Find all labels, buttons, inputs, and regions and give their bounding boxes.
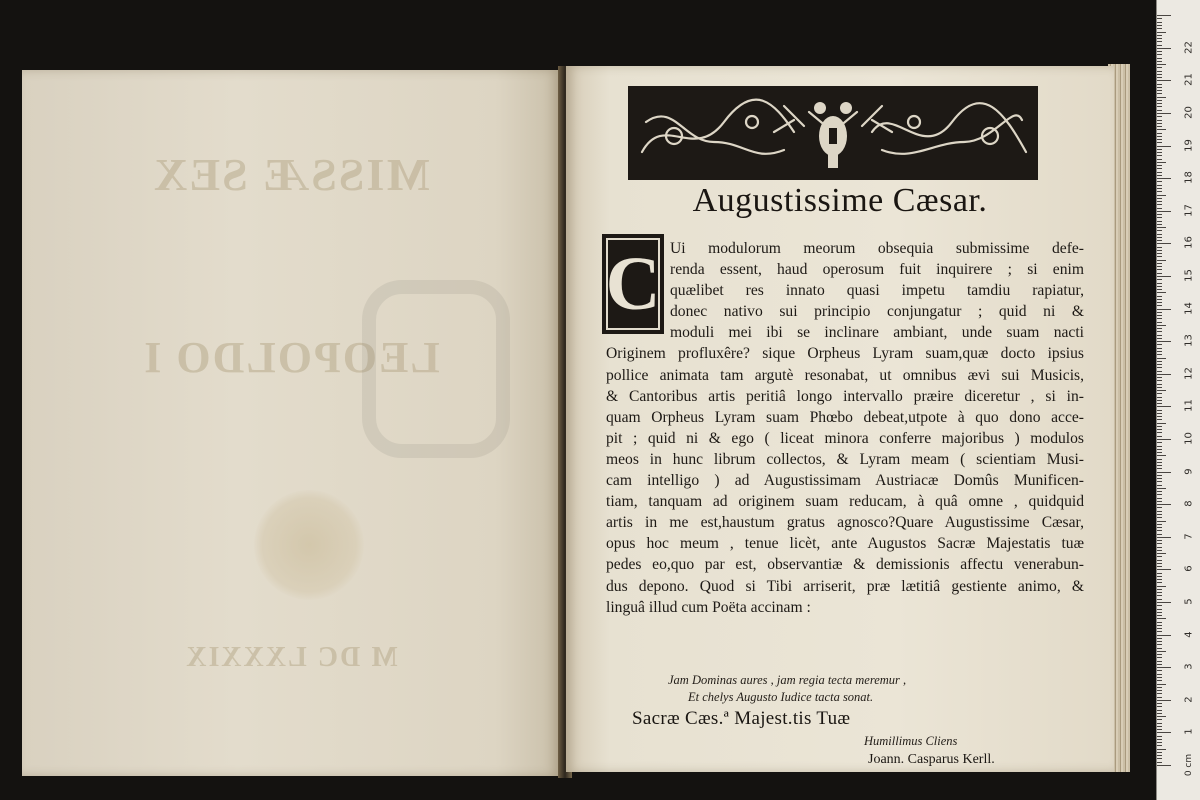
ruler-tick: [1157, 547, 1162, 548]
ruler-tick: [1157, 348, 1162, 349]
ruler-tick: [1157, 625, 1162, 626]
ruler-tick: [1157, 67, 1162, 68]
ruler-tick: [1157, 586, 1166, 587]
ruler-tick: [1157, 116, 1162, 117]
dedication-body: [606, 238, 1084, 618]
bleedthrough-line-2: LEOPOLDO I: [142, 333, 440, 382]
ruler-tick: [1157, 755, 1162, 756]
body-line: moduli mei ibi se inclinare ambiant, unde suam nacti: [670, 324, 1084, 342]
body-line: artis in me est,haustum gratus agnosco?Quare Augustissime Cæsar,: [606, 514, 1084, 532]
ruler-tick: [1157, 416, 1162, 417]
ruler-tick: [1157, 543, 1162, 544]
ruler-tick: [1157, 566, 1162, 567]
body-line: quælibet res innato quasi impetu tamdiu rapiatur,: [670, 282, 1084, 300]
ruler-tick: [1157, 106, 1162, 107]
ruler-tick: [1157, 214, 1162, 215]
ruler-tick: [1157, 719, 1162, 720]
ruler-tick: [1157, 247, 1162, 248]
ruler-tick: [1157, 38, 1162, 39]
watermark-logo: [362, 280, 510, 458]
ruler-tick: [1157, 609, 1162, 610]
body-line: & Cantoribus artis peritiâ longo intervallo præire diceretur , si in-: [606, 387, 1084, 405]
ruler-tick: [1157, 126, 1162, 127]
ruler-tick: [1157, 237, 1162, 238]
ruler-tick: [1157, 537, 1171, 538]
ruler-tick: [1157, 201, 1162, 202]
ruler-tick: [1157, 560, 1162, 561]
ruler-tick: [1157, 667, 1171, 668]
ruler-tick: [1157, 93, 1162, 94]
ruler-tick: [1157, 573, 1162, 574]
ruler-tick: [1157, 230, 1162, 231]
ruler-tick: [1157, 726, 1162, 727]
ruler-tick: [1157, 563, 1162, 564]
ruler-tick: [1157, 325, 1166, 326]
ruler-tick: [1157, 452, 1162, 453]
ruler-tick: [1157, 341, 1171, 342]
ruler-tick: [1157, 602, 1171, 603]
ruler-tick: [1157, 263, 1162, 264]
ruler-tick: [1157, 120, 1162, 121]
ruler-tick: [1157, 48, 1171, 49]
ruler-tick: [1157, 706, 1162, 707]
ruler-tick: [1157, 260, 1166, 261]
ruler-number: 5: [1183, 598, 1195, 605]
ruler-tick: [1157, 762, 1162, 763]
ruler-tick: [1157, 266, 1162, 267]
ruler-tick: [1157, 432, 1162, 433]
ruler-tick: [1157, 403, 1162, 404]
quote-line-2: Et chelys Augusto Iudice tacta sonat.: [688, 690, 874, 704]
ruler-tick: [1157, 534, 1162, 535]
ruler-tick: [1157, 644, 1162, 645]
ruler-tick: [1157, 240, 1162, 241]
ruler-tick: [1157, 648, 1162, 649]
ruler-tick: [1157, 273, 1162, 274]
ruler-tick: [1157, 736, 1162, 737]
ruler-tick: [1157, 618, 1166, 619]
ruler-number: 18: [1183, 171, 1195, 185]
ruler-tick: [1157, 185, 1162, 186]
ruler-tick: [1157, 459, 1162, 460]
ruler-tick: [1157, 693, 1162, 694]
ruler-tick: [1157, 739, 1162, 740]
ruler-tick: [1157, 159, 1162, 160]
ruler-tick: [1157, 501, 1162, 502]
bleedthrough-line-1: MISSÆ SEX: [152, 149, 430, 200]
ruler-tick: [1157, 302, 1162, 303]
ruler-tick: [1157, 429, 1162, 430]
ruler-number: 21: [1183, 73, 1195, 87]
quote-line-1: Jam Dominas aures , jam regia tecta meremur ,: [668, 673, 907, 687]
bleedthrough-ornament: [254, 490, 364, 600]
ruler-tick: [1157, 485, 1162, 486]
ruler-tick: [1157, 188, 1162, 189]
body-line: Originem profluxêre? sique Orpheus Lyram suam,quæ docto ipsius: [606, 345, 1084, 363]
ruler-tick: [1157, 468, 1162, 469]
ruler-tick: [1157, 687, 1162, 688]
ruler-tick: [1157, 253, 1162, 254]
ruler-tick: [1157, 361, 1162, 362]
ruler-tick: [1157, 465, 1162, 466]
ruler-tick: [1157, 312, 1162, 313]
ruler-tick: [1157, 472, 1171, 473]
ruler-tick: [1157, 462, 1162, 463]
ruler-tick: [1157, 615, 1162, 616]
ruler-tick: [1157, 651, 1166, 652]
ruler-tick: [1157, 64, 1166, 65]
ruler-tick: [1157, 172, 1162, 173]
ruler-tick: [1157, 511, 1162, 512]
ruler-tick: [1157, 299, 1162, 300]
body-line: Ui modulorum meorum obsequia submissime defe-: [670, 240, 1084, 257]
body-line: tiam, tanquam ad originem suam reducam, à quâ omne , quidquid: [606, 493, 1084, 511]
ruler-number: 16: [1183, 236, 1195, 250]
ruler-tick: [1157, 661, 1162, 662]
ruler-tick: [1157, 569, 1171, 570]
body-line: pit ; quid ni & ego ( liceat minora conferre majoribus ) modulos: [606, 429, 1084, 447]
ruler-tick: [1157, 628, 1162, 629]
ruler-tick: [1157, 142, 1162, 143]
ruler-tick: [1157, 367, 1162, 368]
ruler-tick: [1157, 146, 1171, 147]
ruler-tick: [1157, 576, 1162, 577]
ruler-tick: [1157, 605, 1162, 606]
ruler-tick: [1157, 100, 1162, 101]
closing-salutation: Sacræ Cæs.ª Majest.tis Tuæ: [632, 708, 851, 729]
ruler-tick: [1157, 680, 1162, 681]
ruler-tick: [1157, 195, 1166, 196]
ruler-tick: [1157, 413, 1162, 414]
ruler-tick: [1157, 133, 1162, 134]
ruler-tick: [1157, 390, 1166, 391]
ruler-tick: [1157, 690, 1162, 691]
ruler-tick: [1157, 514, 1162, 515]
ruler-tick: [1157, 521, 1166, 522]
ruler-tick: [1157, 622, 1162, 623]
ruler-tick: [1157, 488, 1166, 489]
ruler-tick: [1157, 208, 1162, 209]
ruler-tick: [1157, 178, 1171, 179]
measurement-ruler: [1156, 0, 1200, 800]
ruler-tick: [1157, 358, 1166, 359]
ruler-tick: [1157, 305, 1162, 306]
ruler-tick: [1157, 426, 1162, 427]
ruler-tick: [1157, 752, 1162, 753]
ruler-tick: [1157, 419, 1162, 420]
ruler-tick: [1157, 364, 1162, 365]
signature-caption: Humillimus Cliens: [864, 734, 958, 748]
ruler-tick: [1157, 439, 1171, 440]
ruler-tick: [1157, 540, 1162, 541]
ruler-tick: [1157, 84, 1162, 85]
ruler-tick: [1157, 15, 1171, 16]
ruler-tick: [1157, 723, 1162, 724]
ruler-tick: [1157, 103, 1162, 104]
double-headed-eagle-ornament-icon: [634, 92, 1032, 174]
ruler-tick: [1157, 556, 1162, 557]
ruler-tick: [1157, 449, 1162, 450]
ruler-tick: [1157, 592, 1162, 593]
ruler-number: 10: [1183, 432, 1195, 445]
right-page: [566, 66, 1114, 772]
ruler-tick: [1157, 700, 1171, 701]
ruler-tick: [1157, 175, 1162, 176]
ruler-tick: [1157, 250, 1162, 251]
ruler-tick: [1157, 256, 1162, 257]
ruler-tick: [1157, 654, 1162, 655]
body-line: linguâ illud cum Poëta accinam :: [606, 598, 811, 616]
ruler-tick: [1157, 28, 1162, 29]
ruler-tick: [1157, 442, 1162, 443]
ruler-tick: [1157, 279, 1162, 280]
ruler-tick: [1157, 58, 1162, 59]
body-line: meos in hunc librum collectos, & Lyram meam ( scientiam Musi-: [606, 450, 1084, 468]
ruler-tick: [1157, 335, 1162, 336]
ruler-tick: [1157, 45, 1162, 46]
ruler-tick: [1157, 406, 1171, 407]
ruler-number: 20: [1183, 106, 1195, 119]
ruler-tick: [1157, 32, 1166, 33]
ruler-number: 14: [1183, 301, 1195, 315]
ruler-tick: [1157, 664, 1162, 665]
ruler-tick: [1157, 331, 1162, 332]
ruler-tick: [1157, 595, 1162, 596]
ruler-tick: [1157, 204, 1162, 205]
ruler-tick: [1157, 641, 1162, 642]
ruler-tick: [1157, 478, 1162, 479]
dedication-title: Augustissime Cæsar.: [692, 182, 988, 219]
ruler-tick: [1157, 234, 1162, 235]
ruler-tick: [1157, 315, 1162, 316]
initial-letter-c: C: [605, 242, 661, 326]
ruler-tick: [1157, 684, 1166, 685]
ruler-tick: [1157, 638, 1162, 639]
ruler-tick: [1157, 374, 1171, 375]
ruler-tick: [1157, 354, 1162, 355]
ruler-tick: [1157, 674, 1162, 675]
ruler-tick: [1157, 74, 1162, 75]
ruler-tick: [1157, 550, 1162, 551]
ruler-tick: [1157, 393, 1162, 394]
ruler-tick: [1157, 455, 1166, 456]
ruler-tick: [1157, 713, 1162, 714]
ruler-tick: [1157, 87, 1162, 88]
ruler-tick: [1157, 589, 1162, 590]
ruler-tick: [1157, 612, 1162, 613]
body-line: pollice animata tam argutè resonabat, ut omnibus ævi sui Musicis,: [606, 366, 1084, 384]
ruler-tick: [1157, 328, 1162, 329]
ruler-unit-label: 0 cm: [1184, 753, 1194, 777]
ruler-tick: [1157, 90, 1162, 91]
ruler-tick: [1157, 181, 1162, 182]
ruler-tick: [1157, 377, 1162, 378]
ruler-tick: [1157, 475, 1162, 476]
ruler-tick: [1157, 136, 1162, 137]
ruler-tick: [1157, 286, 1162, 287]
ruler-tick: [1157, 631, 1162, 632]
ruler-number: 7: [1183, 533, 1195, 540]
body-line: donec nativo sui principio conjungatur ; quid ni &: [670, 303, 1084, 321]
ruler-tick: [1157, 221, 1162, 222]
ruler-tick: [1157, 729, 1162, 730]
ruler-tick: [1157, 155, 1162, 156]
ruler-tick: [1157, 530, 1162, 531]
ruler-tick: [1157, 322, 1162, 323]
ruler-tick: [1157, 152, 1162, 153]
ruler-tick: [1157, 635, 1171, 636]
ruler-tick: [1157, 732, 1171, 733]
ruler-tick: [1157, 123, 1162, 124]
ruler-tick: [1157, 491, 1162, 492]
ruler-tick: [1157, 657, 1162, 658]
ruler-tick: [1157, 162, 1166, 163]
ruler-tick: [1157, 318, 1162, 319]
ruler-tick: [1157, 387, 1162, 388]
body-line: renda essent, haud operosum fuit inquirere ; si enim: [670, 261, 1084, 279]
ruler-tick: [1157, 227, 1166, 228]
ruler-tick: [1157, 224, 1162, 225]
ruler-tick: [1157, 168, 1162, 169]
ruler-tick: [1157, 742, 1162, 743]
ruler-tick: [1157, 97, 1166, 98]
ruler-tick: [1157, 25, 1162, 26]
woodcut-headpiece-ornament: [628, 86, 1038, 180]
ruler-tick: [1157, 498, 1162, 499]
ruler-number: 13: [1183, 334, 1195, 348]
ruler-number: 4: [1183, 630, 1195, 638]
ruler-tick: [1157, 504, 1171, 505]
ruler-tick: [1157, 149, 1162, 150]
ruler-tick: [1157, 423, 1166, 424]
ruler-tick: [1157, 61, 1162, 62]
ruler-tick: [1157, 517, 1162, 518]
signature-name: Joann. Casparus Kerll.: [868, 752, 995, 767]
ruler-tick: [1157, 481, 1162, 482]
ruler-tick: [1157, 582, 1162, 583]
ruler-tick: [1157, 524, 1162, 525]
ruler-tick: [1157, 351, 1162, 352]
ruler-number: 2: [1183, 696, 1195, 703]
body-line: cam intelligo ) ad Augustissimam Austriacæ Domûs Munificen-: [606, 472, 1084, 490]
ruler-tick: [1157, 384, 1162, 385]
ruler-number: 12: [1183, 366, 1195, 380]
ruler-tick: [1157, 22, 1162, 23]
ruler-tick: [1157, 371, 1162, 372]
ruler-tick: [1157, 380, 1162, 381]
ruler-number: 6: [1183, 565, 1195, 573]
ruler-tick: [1157, 54, 1162, 55]
ruler-tick: [1157, 670, 1162, 671]
ruler-tick: [1157, 292, 1166, 293]
poetic-quotation: [668, 672, 1088, 706]
ruler-tick: [1157, 35, 1162, 36]
ruler-tick: [1157, 344, 1162, 345]
ruler-tick: [1157, 758, 1162, 759]
ruler-tick: [1157, 436, 1162, 437]
ruler-tick: [1157, 283, 1162, 284]
ruler-tick: [1157, 110, 1162, 111]
ruler-tick: [1157, 749, 1166, 750]
ruler-tick: [1157, 765, 1171, 766]
body-line: opus hoc meum , tenue licèt, ante Augustos Sacræ Majestatis tuæ: [606, 535, 1084, 553]
ruler-tick: [1157, 338, 1162, 339]
ruler-tick: [1157, 507, 1162, 508]
ruler-tick: [1157, 139, 1162, 140]
ruler-tick: [1157, 494, 1162, 495]
ruler-tick: [1157, 716, 1166, 717]
ruler-tick: [1157, 677, 1162, 678]
ruler-number: 11: [1183, 399, 1195, 413]
ruler-number: 15: [1183, 269, 1195, 282]
ruler-tick: [1157, 446, 1162, 447]
ruler-tick: [1157, 296, 1162, 297]
ruler-tick: [1157, 129, 1166, 130]
ruler-number: 19: [1183, 138, 1195, 152]
ruler-tick: [1157, 710, 1162, 711]
ruler-tick: [1157, 745, 1162, 746]
ruler-tick: [1157, 71, 1162, 72]
ruler-tick: [1157, 289, 1162, 290]
ruler-tick: [1157, 51, 1162, 52]
ruler-tick: [1157, 397, 1162, 398]
ruler-tick: [1157, 579, 1162, 580]
ruler-number: 3: [1183, 663, 1195, 670]
ruler-tick: [1157, 309, 1171, 310]
ruler-tick: [1157, 198, 1162, 199]
ruler-tick: [1157, 217, 1162, 218]
left-page: [22, 70, 560, 776]
body-line: quam Orpheus Lyram suam Phœbo debeat,utpote à quo dono acce-: [606, 408, 1084, 426]
ruler-number: 17: [1183, 203, 1195, 217]
ruler-number: 8: [1183, 500, 1195, 507]
ruler-tick: [1157, 243, 1171, 244]
ruler-number: 9: [1183, 467, 1195, 475]
ruler-tick: [1157, 269, 1162, 270]
ruler-tick: [1157, 599, 1162, 600]
bleedthrough-line-3: M DC LXXXIX: [184, 642, 398, 673]
ruler-tick: [1157, 191, 1162, 192]
ruler-number: 22: [1183, 40, 1195, 54]
body-line: pedes eo,quo par est, observantiæ & demissionis affectu venerabun-: [606, 556, 1084, 574]
ruler-tick: [1157, 703, 1162, 704]
ruler-tick: [1157, 697, 1162, 698]
ruler-tick: [1157, 527, 1162, 528]
ruler-tick: [1157, 18, 1162, 19]
ruler-tick: [1157, 77, 1162, 78]
ruler-tick: [1157, 80, 1171, 81]
ruler-tick: [1157, 165, 1162, 166]
ruler-tick: [1157, 400, 1162, 401]
ruler-tick: [1157, 410, 1162, 411]
body-line: dus depono. Quod si Tibi arriserit, præ lætitiâ gestiente animo, &: [606, 577, 1084, 595]
ruler-number: 1: [1183, 728, 1195, 736]
ruler-tick: [1157, 41, 1162, 42]
ruler-tick: [1157, 553, 1166, 554]
ruler-tick: [1157, 113, 1171, 114]
ruler-tick: [1157, 211, 1171, 212]
ruler-tick: [1157, 276, 1171, 277]
